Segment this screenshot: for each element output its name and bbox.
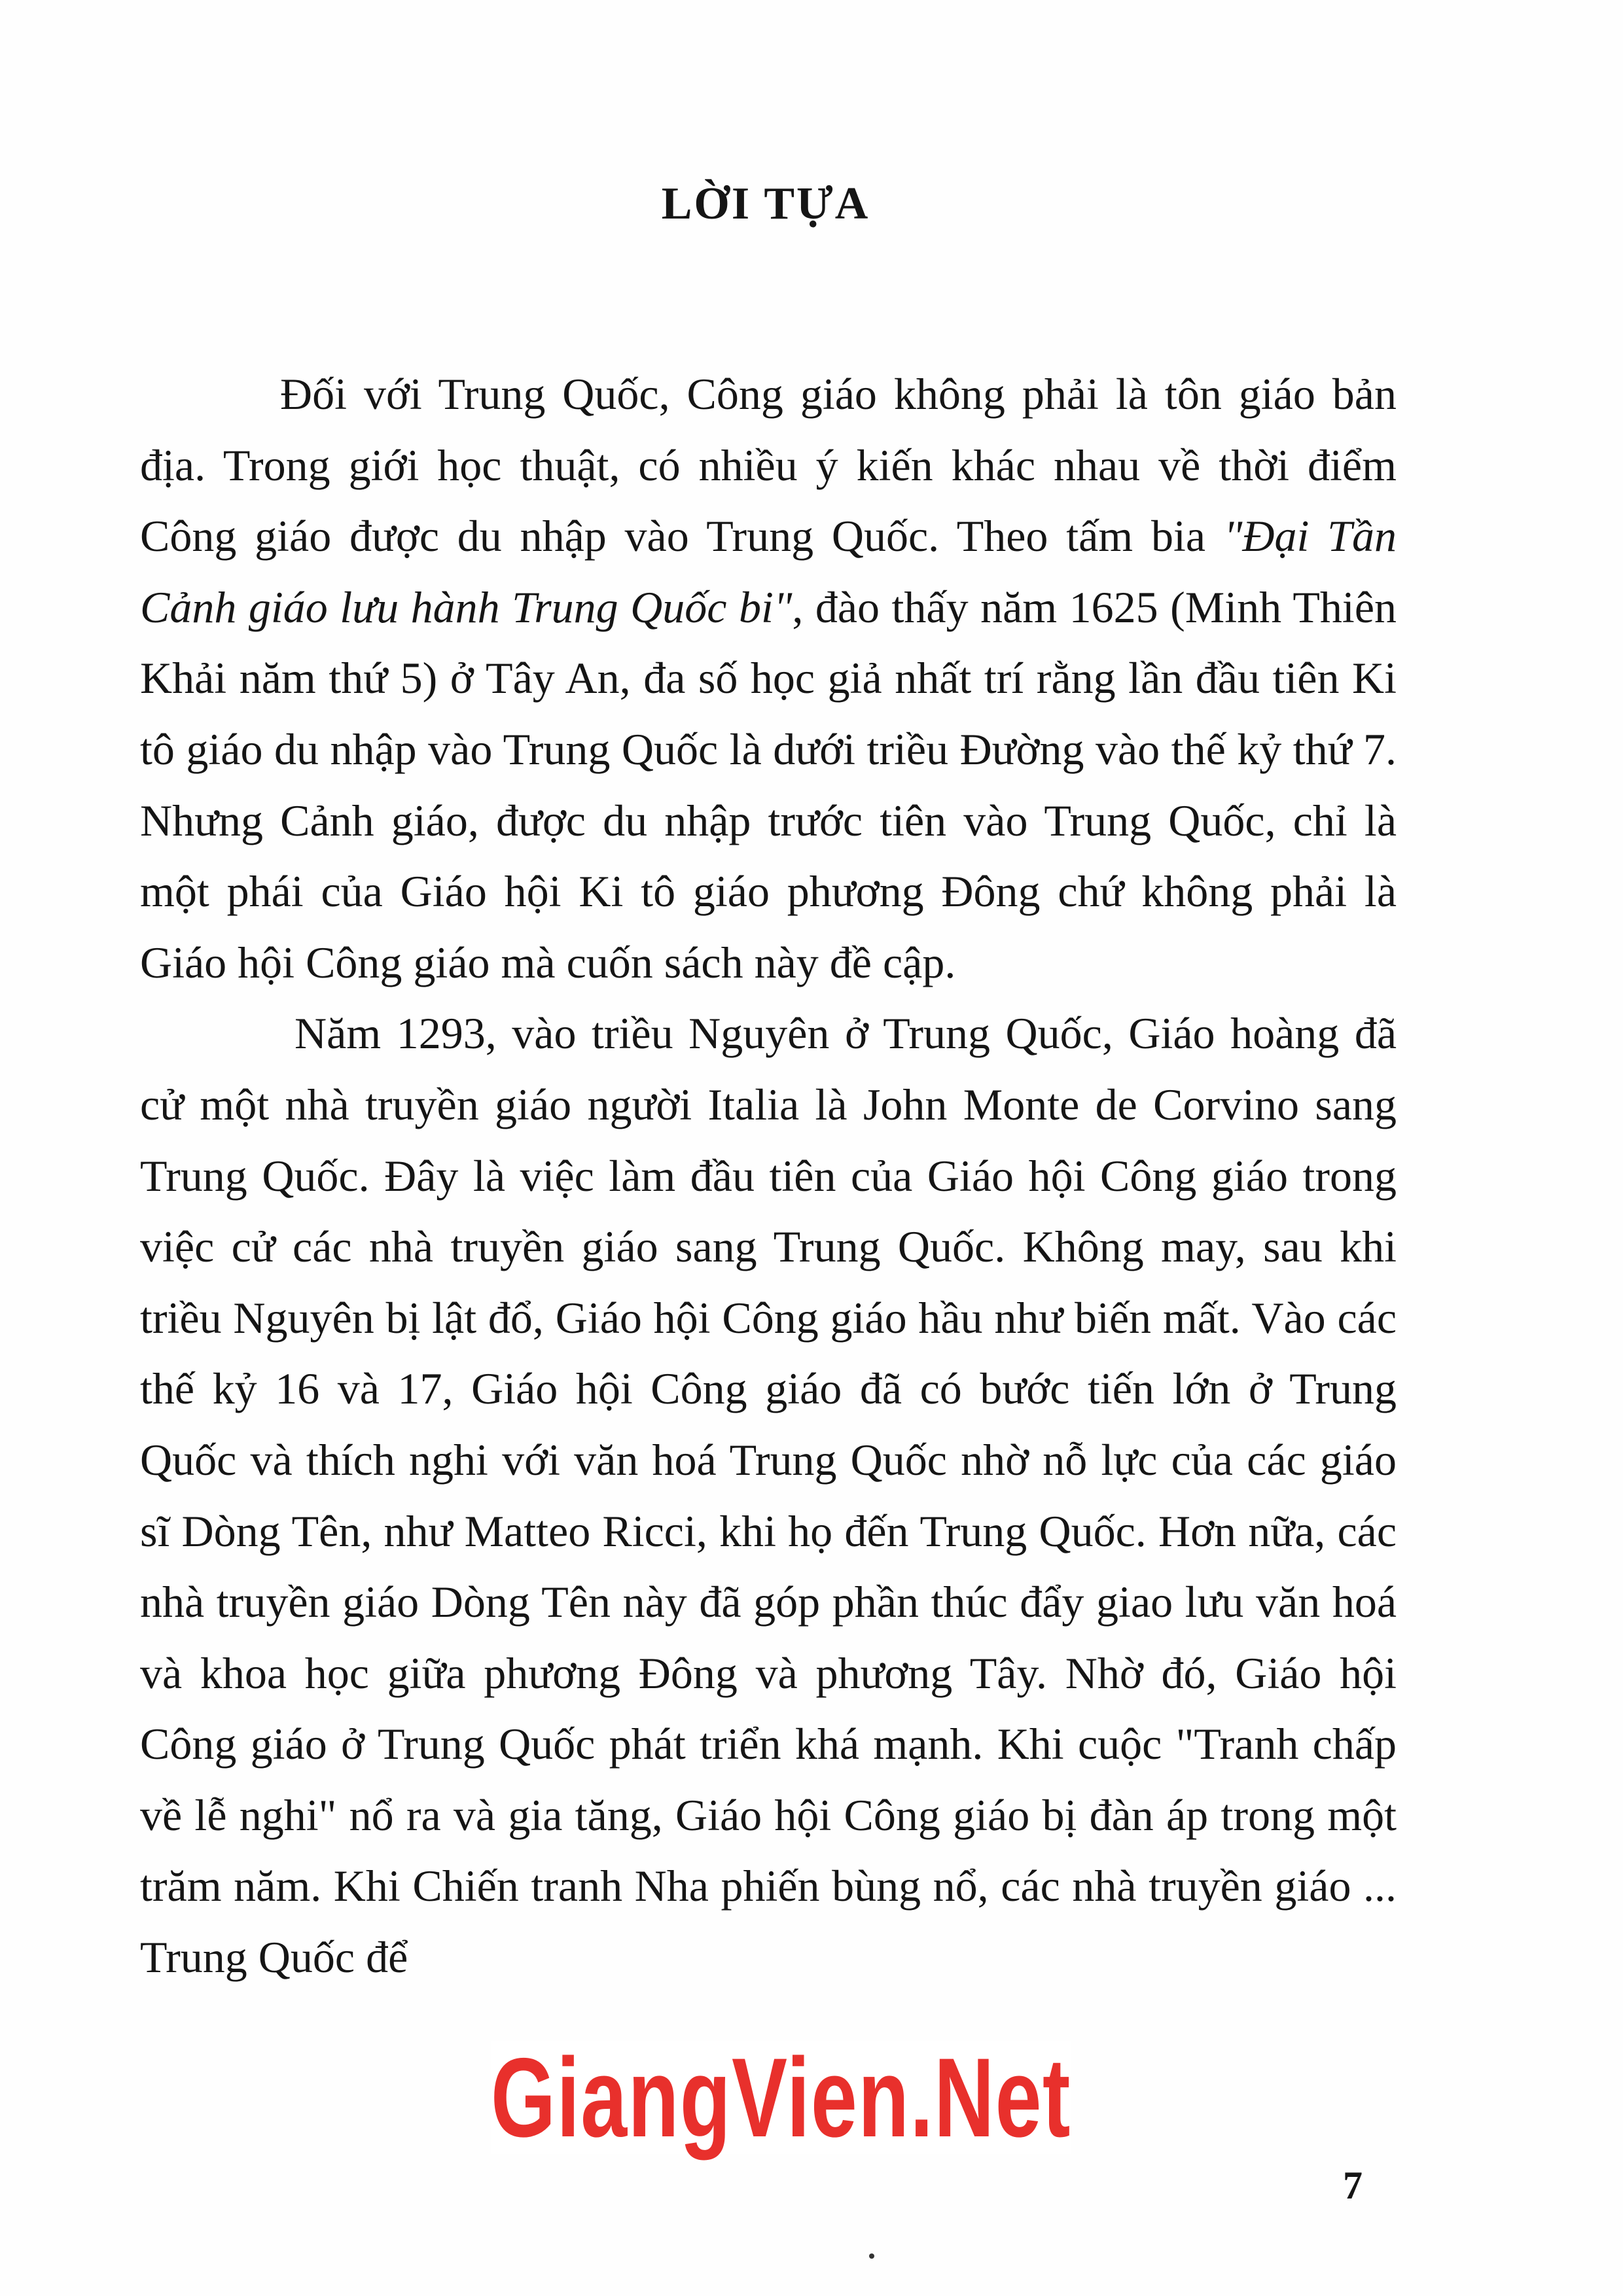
paragraph-1-text-start: Đối với Trung Quốc, Công giáo không phải là tôn giáo bản địa. Trong giới học thuật, có nhiều ý kiến khác nhau về thời điểm Công giáo được du nhập vào Trung Quốc. Theo tấm bia [140,369,1397,561]
stele-name-italic: "Đại Tần Cảnh giáo lưu hành Trung Quốc bi" [140,511,1397,632]
body-text [140,359,1397,1993]
page-title: LỜI TỰA [661,179,870,229]
paragraph-2: Năm 1293, vào triều Nguyên ở Trung Quốc, Giáo hoàng đã cử một nhà truyền giáo người Italia là John Monte de Corvino sang Trung Quốc. Đây là việc làm đầu tiên của Giáo hội Công giáo trong việc cử các nhà truyền giáo sang Trung Quốc. Không may, sau khi triều Nguyên bị lật đổ, Giáo hội Công giáo hầu như biến mất. Vào các thế kỷ 16 và 17, Giáo hội Công giáo đã có bước tiến lớn ở Trung Quốc và thích nghi với văn hoá Trung Quốc nhờ nỗ lực của các giáo sĩ Dòng Tên, như Matteo Ricci, khi họ đến Trung Quốc. Hơn nữa, các nhà truyền giáo Dòng Tên này đã góp phần thúc đẩy giao lưu văn hoá và khoa học giữa phương Đông và phương Tây. Nhờ đó, Giáo hội Công giáo ở Trung Quốc phát triển khá mạnh. Khi cuộc "Tranh chấp về lễ nghi" nổ ra và gia tăng, Giáo hội Công giáo bị đàn áp trong một trăm năm. Khi Chiến tranh Nha phiến bùng nổ, các nhà truyền giáo ... Trung Quốc để [140,1008,1397,1983]
paragraph-1 [140,359,1397,998]
watermark-logo: GiangVien.Net [491,2035,1071,2161]
page-number: 7 [1343,2164,1363,2207]
scan-speck [869,2253,874,2259]
paragraph-1-text-end: , đào thấy năm 1625 (Minh Thiên Khải năm thứ 5) ở Tây An, đa số học giả nhất trí rằng lần đầu tiên Ki tô giáo du nhập vào Trung Quốc là dưới triều Đường vào thế kỷ thứ 7. Nhưng Cảnh giáo, được du nhập trước tiên vào Trung Quốc, chỉ là một phái của Giáo hội Ki tô giáo phương Đông chứ không phải là Giáo hội Công giáo mà cuốn sách này đề cập. [140,582,1397,987]
